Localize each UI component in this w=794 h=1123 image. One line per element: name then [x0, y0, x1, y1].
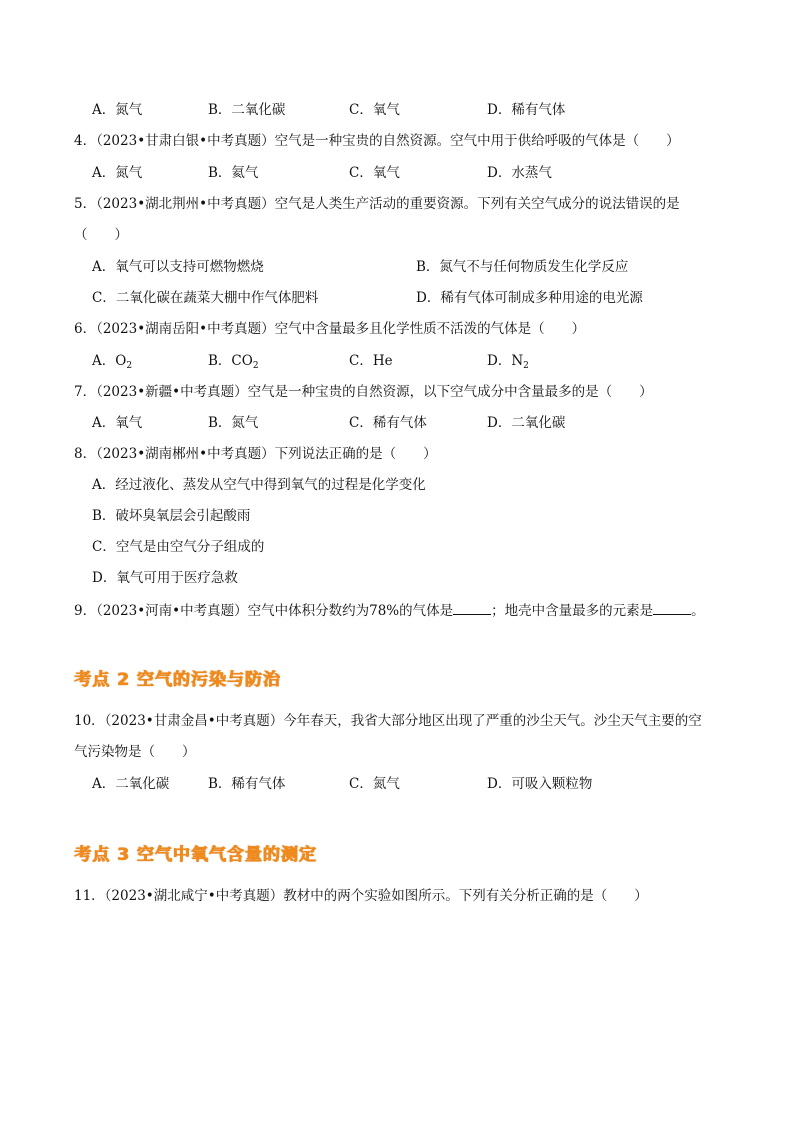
- q4-option-c: C．氧气: [349, 165, 400, 181]
- q7-option-b: B．氮气: [208, 415, 259, 431]
- q10-option-a: A．二氧化碳: [92, 776, 170, 792]
- q7-stem: 7．（2023•新疆•中考真题）空气是一种宝贵的自然资源，以下空气成分中含量最多的是（ ）: [74, 384, 653, 400]
- q3-option-c: C．氧气: [349, 102, 400, 118]
- q5-option-d: D．稀有气体可制成多种用途的电光源: [416, 290, 643, 306]
- q5-option-a: A．氧气可以支持可燃物燃烧: [92, 259, 264, 275]
- q10-option-d: D．可吸入颗粒物: [487, 776, 593, 792]
- q8-stem: 8．（2023•湖南郴州•中考真题）下列说法正确的是（ ）: [74, 446, 437, 462]
- q11-stem: 11．（2023•湖北咸宁•中考真题）教材中的两个实验如图所示。下列有关分析正确的是（ ）: [74, 888, 648, 904]
- q6-option-d: D．$N_2$: [487, 353, 529, 371]
- q4-option-b: B．氦气: [208, 165, 259, 181]
- q10-stem-cont: 气污染物是（ ）: [74, 744, 196, 760]
- q5-stem: 5．（2023•湖北荆州•中考真题）空气是人类生产活动的重要资源。下列有关空气成分的说法错误的是: [74, 196, 680, 212]
- q4-stem: 4．（2023•甘肃白银•中考真题）空气是一种宝贵的自然资源。空气中用于供给呼吸的气体是（ ）: [74, 133, 680, 149]
- q9-blank-1[interactable]: [453, 600, 491, 615]
- section-heading-2: 考点 2 空气的污染与防治: [74, 670, 281, 690]
- q5-stem-cont: （ ）: [74, 227, 128, 243]
- q7-option-d: D．二氧化碳: [487, 415, 566, 431]
- q5-option-b: B．氮气不与任何物质发生化学反应: [416, 259, 629, 275]
- q8-option-d: D．氧气可用于医疗急救: [92, 570, 238, 586]
- q8-option-c: C．空气是由空气分子组成的: [92, 539, 265, 555]
- q9-blank-2[interactable]: [653, 600, 691, 615]
- q10-option-b: B．稀有气体: [208, 776, 286, 792]
- q8-option-b: B．破坏臭氧层会引起酸雨: [92, 508, 251, 524]
- q10-option-c: C．氮气: [349, 776, 400, 792]
- q6-option-b: B．$CO_2$: [208, 353, 259, 371]
- q7-option-c: C．稀有气体: [349, 415, 427, 431]
- q3-option-d: D．稀有气体: [487, 102, 566, 118]
- q10-stem: 10．（2023•甘肃金昌•中考真题）今年春天，我省大部分地区出现了严重的沙尘天气。沙尘天气主要的空: [74, 713, 702, 729]
- q3-option-a: A．氮气: [92, 102, 143, 118]
- section-heading-3: 考点 3 空气中氧气含量的测定: [74, 845, 317, 865]
- q8-option-a: A．经过液化、蒸发从空气中得到氧气的过程是化学变化: [92, 477, 426, 493]
- q6-option-a: A．$O_2$: [92, 353, 133, 371]
- q4-option-d: D．水蒸气: [487, 165, 552, 181]
- q4-option-a: A．氮气: [92, 165, 143, 181]
- q7-option-a: A．氧气: [92, 415, 143, 431]
- q6-stem: 6．（2023•湖南岳阳•中考真题）空气中含量最多且化学性质不活泼的气体是（ ）: [74, 321, 586, 337]
- q5-option-c: C．二氧化碳在蔬菜大棚中作气体肥料: [92, 290, 319, 306]
- q3-option-b: B．二氧化碳: [208, 102, 286, 118]
- q6-option-c: C．He: [349, 353, 393, 369]
- q9-stem: 9．（2023•河南•中考真题）空气中体积分数约为78%的气体是 ；地壳中含量最多的元素是 。: [74, 600, 705, 621]
